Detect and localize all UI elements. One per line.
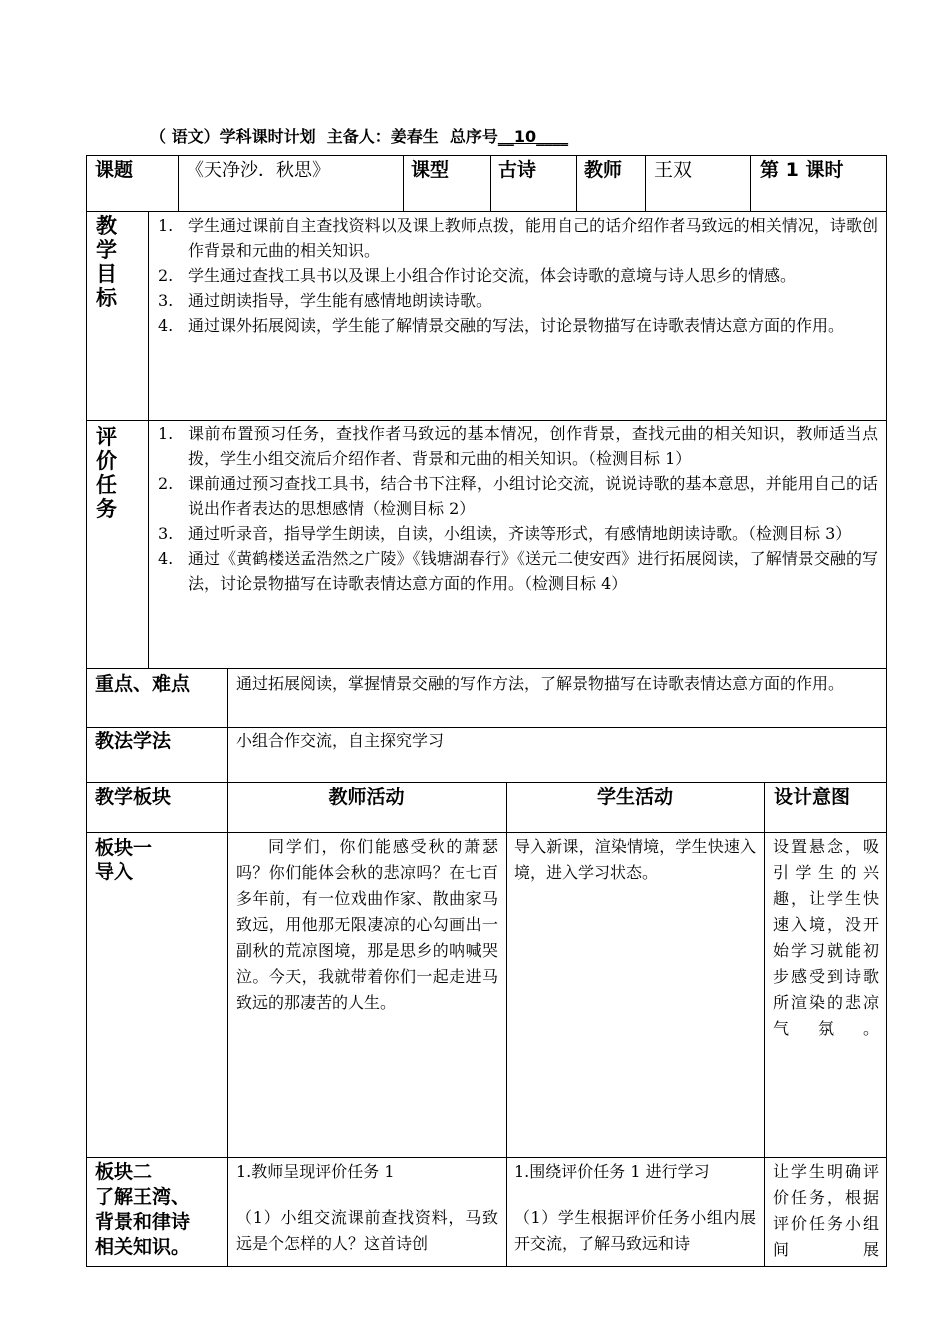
col-divider [645, 155, 646, 211]
evaluation-list [158, 421, 878, 596]
list-number: 4. [158, 316, 174, 335]
module-2-name [95, 1160, 190, 1260]
column-header-module: 教学板块 [95, 786, 172, 808]
objective-item [158, 313, 878, 338]
module-name-line: 板块一 [95, 837, 153, 859]
header-subject: （ 语文）学科课时计划 主备人：姜春生 总序号 [150, 127, 498, 146]
evaluation-label: 评价任务 [96, 425, 117, 521]
objective-text: 通过朗读指导，学生能有感情地朗读诗歌。 [188, 291, 493, 310]
student-activity-line: 1.围绕评价任务 1 进行学习 [514, 1162, 710, 1181]
teacher-label: 教师 [584, 159, 623, 181]
row-divider [86, 1157, 887, 1158]
key-points-text: 通过拓展阅读，掌握情景交融的写作方法，了解景物描写在诗歌表情达意方面的作用。 [236, 674, 845, 693]
col-divider [403, 155, 404, 211]
list-number: 1. [158, 216, 174, 235]
col-divider [148, 211, 149, 668]
col-divider [227, 668, 228, 1267]
module-1-name [95, 836, 152, 884]
type-label: 课型 [411, 159, 450, 181]
evaluation-item [158, 521, 878, 546]
module-name-line: 导入 [95, 861, 134, 883]
evaluation-item [158, 471, 878, 521]
row-divider [86, 211, 887, 212]
col-divider [750, 155, 751, 211]
objective-item [158, 288, 878, 313]
column-header-teacher: 教师活动 [328, 786, 405, 808]
row-divider [86, 668, 887, 669]
module-2-design-intent: 让学生明确评价任务，根据评价任务小组间展 [773, 1162, 879, 1259]
row-divider [86, 832, 887, 833]
objectives-list [158, 213, 878, 338]
evaluation-text: 课前布置预习任务，查找作者马致远的基本情况，创作背景，查找元曲的相关知识，教师适当点拨，学生小组交流后介绍作者、背景和元曲的相关知识。（检测目标 1） [188, 424, 878, 468]
module-2-student-activity [514, 1159, 756, 1257]
module-1-student-activity: 导入新课，渲染情境，学生快速入境，进入学习状态。 [514, 837, 756, 882]
objective-text: 通过课外拓展阅读，学生能了解情景交融的写法，讨论景物描写在诗歌表情达意方面的作用。 [188, 316, 845, 335]
evaluation-text: 通过《黄鹤楼送孟浩然之广陵》《钱塘湖春行》《送元二使安西》进行拓展阅读，了解情景交融的写法，讨论景物描写在诗歌表情达意方面的作用。（检测目标 4） [188, 549, 878, 593]
objective-item [158, 213, 878, 263]
key-points-label: 重点、难点 [95, 673, 191, 695]
col-divider [764, 782, 765, 1267]
column-header-intent: 设计意图 [774, 786, 851, 808]
col-divider [490, 155, 491, 211]
period-value: 第 1 课时 [760, 159, 844, 181]
topic-label: 课题 [95, 159, 134, 181]
column-header-student: 学生活动 [596, 786, 673, 808]
col-divider [576, 155, 577, 211]
list-number: 3. [158, 524, 174, 543]
objective-text: 学生通过查找工具书以及课上小组合作讨论交流，体会诗歌的意境与诗人思乡的情感。 [188, 266, 797, 285]
list-number: 1. [158, 424, 174, 443]
module-1-teacher-activity: 同学们，你们能感受秋的萧瑟吗？你们能体会秋的悲凉吗？在七百多年前，有一位戏曲作家、散曲家马致远，用他那无限凄凉的心勾画出一副秋的荒凉图境，那是思乡的呐喊哭泣。今天，我就带着你们一起走进马致远的那凄苦的人生。 [236, 837, 498, 1012]
module-2-teacher-activity [236, 1159, 498, 1257]
list-number: 3. [158, 291, 174, 310]
list-number: 2. [158, 266, 174, 285]
evaluation-item [158, 546, 878, 596]
module-name-line: 板块二 [95, 1161, 153, 1183]
col-divider [506, 782, 507, 1267]
row-divider [86, 782, 887, 783]
teacher-value: 王双 [654, 159, 693, 181]
topic-value: 《天净沙．秋思》 [186, 160, 330, 181]
student-activity-line: （1）学生根据评价任务小组内展开交流，了解马致远和诗 [514, 1208, 756, 1253]
type-value: 古诗 [498, 159, 537, 181]
module-name-line: 了解王湾、 [95, 1186, 191, 1208]
evaluation-text: 课前通过预习查找工具书，结合书下注释，小组讨论交流，说说诗歌的基本意思，并能用自己的话说出作者表达的思想感情（检测目标 2） [188, 474, 878, 518]
list-number: 4. [158, 549, 174, 568]
teacher-activity-line: （1）小组交流课前查找资料，马致远是个怎样的人？这首诗创 [236, 1208, 498, 1253]
module-1-design-intent: 设置悬念，吸引学生的兴趣，让学生快速入境，没开始学习就能初步感受到诗歌所渲染的悲凉气氛。 [773, 837, 879, 1038]
list-number: 2. [158, 474, 174, 493]
methods-label: 教法学法 [95, 730, 172, 752]
teacher-activity-line: 1.教师呈现评价任务 1 [236, 1162, 395, 1181]
objective-text: 学生通过课前自主查找资料以及课上教师点拨，能用自己的话介绍作者马致远的相关情况，诗歌创作背景和元曲的相关知识。 [188, 216, 878, 260]
plan-header [150, 124, 568, 147]
col-divider [178, 155, 179, 211]
evaluation-item [158, 421, 878, 471]
evaluation-text: 通过听录音，指导学生朗读，自读，小组读，齐读等形式，有感情地朗读诗歌。（检测目标 3） [188, 524, 852, 543]
objective-item [158, 263, 878, 288]
module-name-line: 背景和律诗 [95, 1211, 191, 1233]
objectives-label: 教学目标 [96, 214, 117, 310]
module-name-line: 相关知识。 [95, 1236, 191, 1258]
methods-text: 小组合作交流，自主探究学习 [236, 731, 445, 750]
header-serial-number: __10____ [497, 127, 569, 146]
